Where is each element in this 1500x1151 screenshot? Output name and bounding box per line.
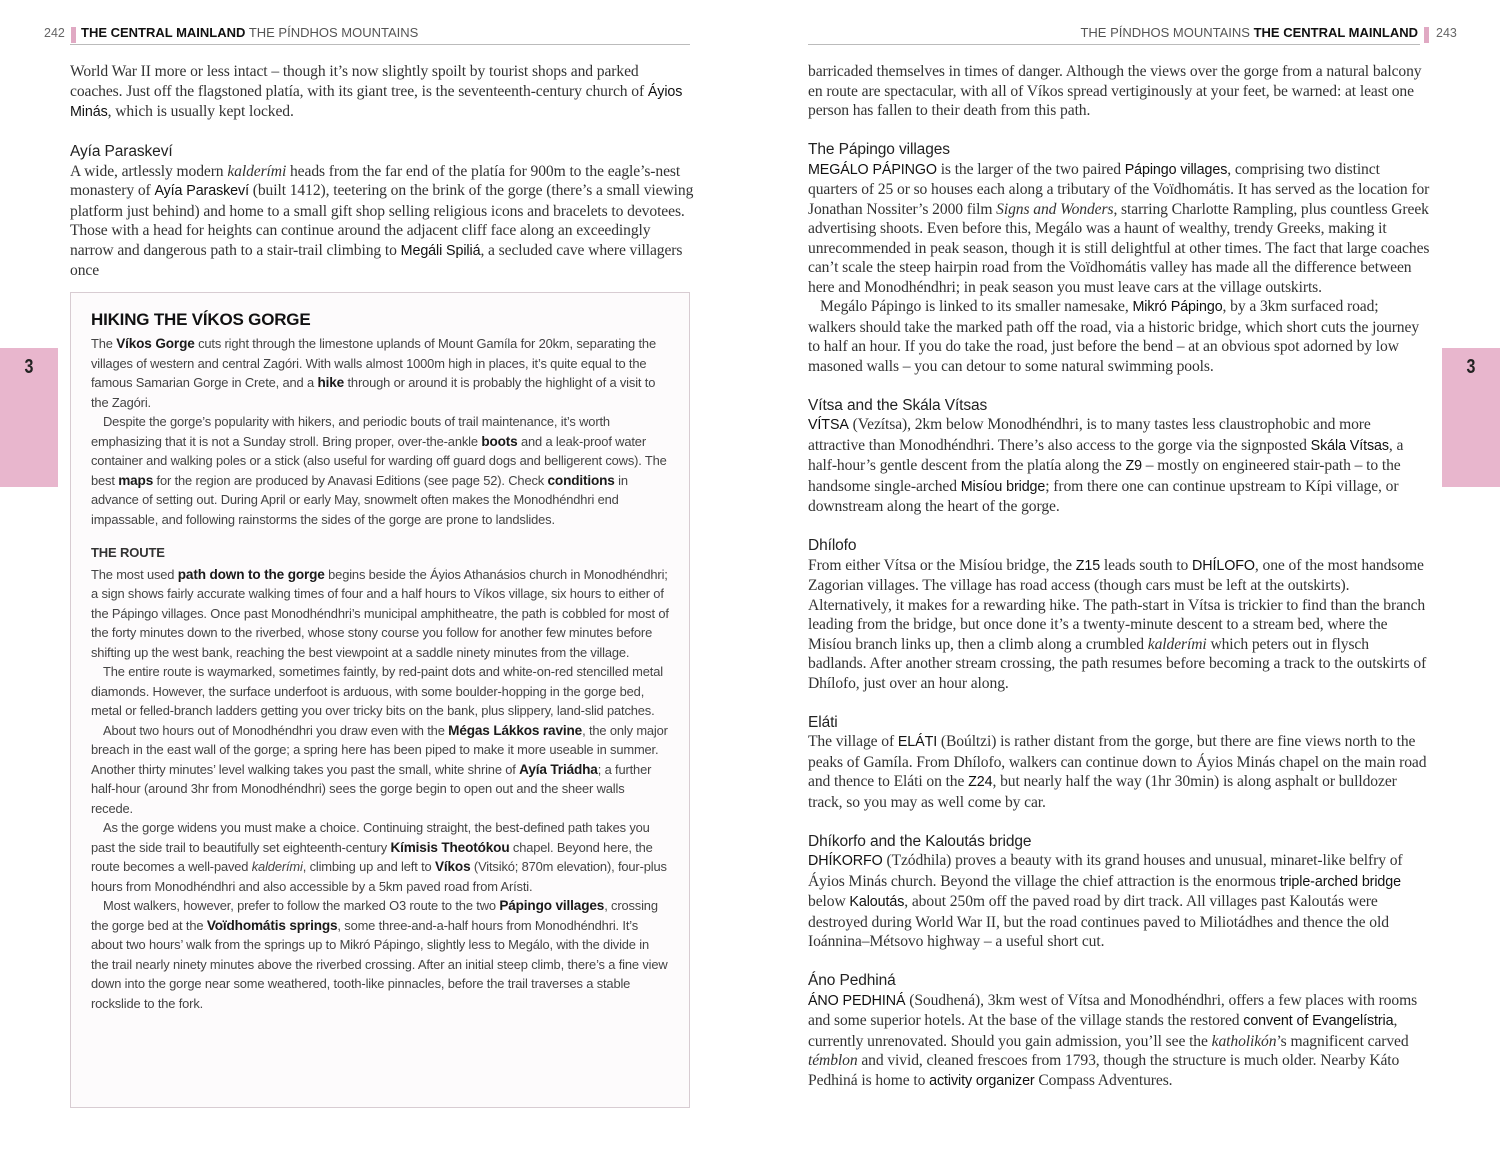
paragraph — [91, 662, 669, 721]
highlighted-term: activity organizer — [929, 1072, 1035, 1089]
section-heading: Vítsa and the Skála Vítsas — [808, 396, 988, 414]
highlighted-term: Voïdhomátis springs — [206, 917, 338, 933]
text-run: Despite the gorge’s popularity with hikers, and periodic bouts of trail maintenance, it’s worth emphasizing that it is not a Sunday stroll. Bring proper, over-the-ankle — [91, 414, 610, 449]
header-rule — [808, 44, 1420, 45]
text-run: below — [808, 893, 850, 910]
header-section: THE CENTRAL MAINLAND — [1253, 25, 1418, 40]
text-run: The most used — [91, 566, 178, 582]
text-run: The entire route is waymarked, sometimes faintly, by red-paint dots and white-on-red stencilled metal diamonds. However, the surface underfoot is arduous, with some boulder-hopping in the gorge bed, metal or felled-branch ladders getting you over tricky bits on the bank, plus slippery, land-slid patches. — [91, 664, 663, 718]
section-heading: Dhílofo — [808, 537, 857, 554]
highlighted-term: ÁNO PEDHINÁ — [808, 992, 906, 1009]
text-run: (built 1412), teetering on the brink of the gorge (there’s a small viewing platform just behind) and home to a small gift shop selling religious icons and bracelets to devotees. Those with a head for heights can continue around the adjacent cliff face along an exceedingly narrow and dangerous path to a stair-trail climbing to — [70, 182, 694, 259]
highlighted-term: Z24 — [968, 774, 993, 790]
paragraph — [808, 556, 1430, 694]
text-run: (Tzódhila) proves a beauty with its grand houses and unusual, minaret-like belfry of Áyios Minás church. Beyond the village the chief attraction is the enormous — [808, 852, 1403, 890]
highlighted-term: VÍTSA — [808, 417, 849, 433]
paragraph — [70, 162, 694, 281]
section-heading: Áno Pedhiná — [808, 972, 896, 989]
highlighted-term: maps — [118, 472, 154, 488]
text-run: About two hours out of Monodhéndhri you draw even with the — [103, 722, 449, 738]
highlighted-term: convent of Evangelístria — [1243, 1013, 1394, 1029]
text-run: through or around it is probably the highlight of a visit to the Zagóri. — [91, 375, 656, 410]
text-run: (Boúltzi) is rather distant from the gorge, but there are fine views north to the peaks of Gamíla. From Dhílofo, walkers can continue down to Áyios Minás chapel on the main road and thence to Eláti on the — [808, 733, 1427, 790]
text-run: heads from the far end of the platía for 900m to the eagle’s-nest monastery of — [70, 162, 681, 199]
highlighted-term: MEGÁLO PÁPINGO — [808, 161, 937, 178]
header-rule — [70, 44, 690, 45]
text-run: , about 250m off the paved road by dirt track. All villages past Kaloutás were destroyed during World War II, but the road continues paved to Miliotádhes and thence the old Ioánnina–Métsovo highway – a useful short cut. — [808, 893, 1389, 950]
section-heading: Eláti — [808, 713, 838, 731]
text-run: and vivid, cleaned frescoes from 1793, though the structure is much older. Nearby Káto Pedhiná is home to — [808, 1052, 1400, 1089]
text-run: Compass Adventures. — [1034, 1071, 1173, 1089]
paragraph — [91, 412, 669, 529]
chapter-number: 3 — [1466, 356, 1476, 378]
feature-box-title: HIKING THE VÍKOS GORGE — [91, 310, 311, 329]
text-run: , a half-hour’s gentle descent from the platía along the — [808, 436, 1404, 474]
highlighted-term: triple-arched bridge — [1279, 873, 1401, 890]
highlighted-term: Áyios Minás — [70, 83, 683, 120]
highlighted-term: ELÁTI — [897, 734, 938, 750]
highlighted-term: DHÍKORFO — [808, 853, 883, 869]
italic-term: katholikón — [1211, 1032, 1277, 1050]
highlighted-term: path down to the gorge — [177, 566, 325, 582]
text-run: , currently unrenovated. Should you gain admission, you’ll see the — [808, 1012, 1398, 1050]
text-run: , one of the most handsome Zagorian villages. The village has road access (though cars must be left at the outskirts). Alternatively, it makes for a rewarding hike. The path-start in Vítsa is trickier to find than the branch leading from the bridge, but once done it’s a twenty-minute descent to a stream bed, where the Misíou branch links up, then a climb along a crumbled — [808, 556, 1426, 653]
paragraph — [91, 334, 669, 412]
highlighted-term: Mégas Lákkos ravine — [448, 722, 583, 738]
paragraph — [91, 896, 669, 1013]
text-run: , comprising two distinct quarters of 25 or so houses each along a tributary of the Voïdhomátis. It has served as the location for Jonathan Nossiter’s 2000 film — [808, 160, 1430, 218]
page-number-left: 242 — [44, 26, 65, 40]
text-run: cuts right through the limestone uplands of Mount Gamíla for 20km, separating the villages of western and central Zagóri. With walls almost 1000m high in places, it’s quite equal to the famous Samarian Gorge in Crete, and a — [91, 336, 656, 390]
text-run: ’s magnificent carved — [1276, 1032, 1409, 1050]
italic-term: Signs and Wonders — [996, 200, 1114, 218]
italic-term: témblon — [808, 1052, 858, 1069]
paragraph — [70, 62, 694, 123]
section-heading: THE ROUTE — [91, 545, 165, 560]
paragraph — [808, 297, 1430, 376]
text-run: , which is usually kept locked. — [107, 103, 294, 120]
section-heading: The Pápingo villages — [808, 141, 950, 158]
header-chapter: THE PÍNDHOS MOUNTAINS — [1080, 25, 1250, 40]
running-header-right — [1080, 25, 1418, 40]
highlighted-term: Pápingo villages — [1124, 161, 1228, 178]
italic-term: kalderími — [227, 162, 287, 180]
highlighted-term: boots — [481, 433, 518, 449]
text-run: for the region are produced by Anavasi Editions (see page 52). Check — [153, 472, 548, 488]
header-accent-bar — [71, 27, 76, 43]
highlighted-term: Kímisis Theotókou — [390, 839, 510, 855]
text-run: begins beside the Áyios Athanásios church in Monodhéndhri; a sign shows fairly accurate walking times of four and a half hours to Víkos village, six hours to either of the Pápingo villages. Once past Monodhéndhri’s municipal amphitheatre, the path is cobbled for most of the forty minutes down to the riverbed, whose stony course you follow for another few minutes before shifting up the west bank, reaching the best viewpoint at a saddle ninety minutes from the village. — [91, 566, 669, 660]
paragraph — [91, 818, 669, 896]
section-heading: Dhíkorfo and the Kaloutás bridge — [808, 832, 1032, 850]
text-run: is the larger of the two paired — [936, 160, 1125, 178]
text-run: (Vezítsa), 2km below Monodhéndhri, is to many tastes less claustrophobic and more attractive than Monodhéndhri. There’s also access to the gorge via the signposted — [808, 416, 1371, 454]
text-run: and a leak-proof water container and walking poles or a stick (also useful for warding off guard dogs and belligerent cows). The best — [91, 433, 667, 488]
text-run: leads south to — [1100, 556, 1193, 574]
hiking-feature-box — [70, 292, 690, 1108]
text-run: A wide, artlessly modern — [70, 162, 228, 180]
chapter-tab-right — [1442, 348, 1500, 487]
highlighted-term: Ayía Triádha — [519, 761, 598, 777]
italic-term: kalderími — [1147, 635, 1207, 653]
header-accent-bar — [1424, 27, 1429, 43]
highlighted-term: hike — [317, 375, 345, 390]
text-run: , the only major breach in the east wall of the gorge; a spring here has been piped to make it more useable in summer. Another thirty minutes’ level walking takes you past the small, white shrine of — [91, 722, 668, 777]
text-run: , but nearly half the way (1hr 30min) is along asphalt or bulldozer track, so you may as well come by car. — [808, 773, 1397, 811]
paragraph — [808, 415, 1430, 517]
text-run: As the gorge widens you must make a choice. Continuing straight, the best-defined path takes you past the side trail to beautifully set eighteenth-century — [91, 820, 650, 855]
highlighted-term: DHÍLOFO — [1192, 557, 1255, 574]
paragraph — [91, 721, 669, 819]
text-run: The village of — [808, 733, 898, 750]
highlighted-term: Ayía Paraskeví — [154, 183, 249, 199]
text-run: ; a further half-hour (around 3hr from Monodhéndhri) sees the gorge begin to open out and the sheer walls recede. — [91, 761, 652, 816]
text-run: , by a 3km surfaced road; walkers should take the marked path off the road, via a historic bridge, which short cuts the journey to half an hour. If you do take the road, just before the bend – at an obvious spot adorned by low masoned walls – you can detour to some natural swimming pools. — [808, 298, 1420, 375]
text-run: – mostly on engineered stair-path – to the handsome single-arched — [808, 457, 1401, 495]
text-run: , some three-and-a-half hours from Monodhéndhri. It’s about two hours’ walk from the springs up to Mikró Pápingo, slightly less to Megálo, with the divide in the trail nearly ninety minutes above the riverbed crossing. After an initial steep climb, there’s a fine view down into the gorge near some weathered, tooth-like pinnacles, before the trail traverses a stable rockslide to the fork. — [91, 917, 668, 1011]
section-heading: Ayía Paraskeví — [70, 143, 173, 160]
text-run: , crossing the gorge bed at the — [91, 898, 658, 933]
text-run: Megálo Pápingo is linked to its smaller namesake, — [820, 298, 1133, 315]
text-run: chapel. Beyond here, the route becomes a well-paved — [91, 839, 653, 874]
text-run: World War II more or less intact – though it’s now slightly spoilt by tourist shops and parked coaches. Just off the flagstoned platía, with its giant tree, is the seventeenth-century church of — [70, 63, 648, 100]
highlighted-term: Skála Vítsas — [1310, 437, 1389, 454]
page-number-right: 243 — [1436, 26, 1457, 40]
highlighted-term: Megáli Spiliá — [400, 242, 481, 259]
highlighted-term: Víkos — [434, 859, 471, 874]
text-run: The — [91, 336, 117, 351]
header-section: THE CENTRAL MAINLAND — [81, 25, 246, 40]
paragraph — [808, 732, 1430, 812]
running-header-left — [81, 25, 418, 40]
text-run: From either Vítsa or the Misíou bridge, the — [808, 556, 1076, 574]
chapter-number: 3 — [24, 356, 34, 378]
italic-term: kalderími — [251, 859, 303, 874]
header-chapter: THE PÍNDHOS MOUNTAINS — [248, 25, 419, 40]
highlighted-term: Pápingo villages — [499, 898, 605, 913]
text-run: (Vitsikó; 870m elevation), four-plus hours from Monodhéndhri and also accessible by a 5km paved road from Arísti. — [91, 859, 667, 894]
highlighted-term: conditions — [547, 472, 615, 488]
paragraph — [808, 851, 1430, 952]
paragraph — [808, 160, 1430, 298]
highlighted-term: Mikró Pápingo — [1132, 299, 1223, 315]
highlighted-term: Víkos Gorge — [116, 336, 195, 351]
highlighted-term: Z9 — [1125, 458, 1142, 474]
text-run: barricaded themselves in times of danger. Although the views over the gorge from a natural balcony en route are spectacular, with all of Víkos spread vertiginously at your feet, be warned: at least one person has fallen to their death from this path. — [808, 63, 1422, 119]
text-run: ; from there one can continue upstream to Kípi village, or downstream along the heart of the gorge. — [808, 477, 1399, 515]
right-column-text — [808, 62, 1430, 1091]
text-run: , climbing up and left to — [302, 859, 435, 874]
paragraph — [91, 565, 669, 663]
text-run: Most walkers, however, prefer to follow the marked O3 route to the two — [103, 898, 500, 913]
feature-box-text — [91, 334, 669, 1013]
chapter-tab-left — [0, 348, 58, 487]
highlighted-term: Misíou bridge — [960, 478, 1046, 495]
left-column-text — [70, 62, 694, 281]
text-run: , starring Charlotte Rampling, plus countless Greek advertising shoots. Even before this, Megálo was a haunt of wealthy, trendy Greeks, making it unrecommended in peak season, though it is still delightful at other times. The fact that large coaches can’t scale the steep hairpin road from the Voïdhomátis valley has made all the difference between here and Monodhéndhri; in peak season you must leave cars at the village outskirts. — [808, 200, 1430, 296]
text-run: , a secluded cave where villagers once — [70, 241, 683, 279]
paragraph — [808, 62, 1430, 121]
paragraph — [808, 991, 1430, 1092]
highlighted-term: Kaloutás — [849, 894, 905, 910]
highlighted-term: Z15 — [1075, 557, 1101, 574]
text-run: which peters out in flysch badlands. After another stream crossing, the path resumes before becoming a track to the outskirts of Dhílofo, just over an hour along. — [808, 635, 1427, 692]
text-run: in advance of setting out. During April or early May, snowmelt often makes the Monodhéndhri end impassable, and following rainstorms the sides of the gorge are prone to landslides. — [91, 472, 628, 527]
text-run: (Soudhená), 3km west of Vítsa and Monodhéndhri, offers a few places with rooms and some superior hotels. At the base of the village stands the restored — [808, 991, 1418, 1029]
